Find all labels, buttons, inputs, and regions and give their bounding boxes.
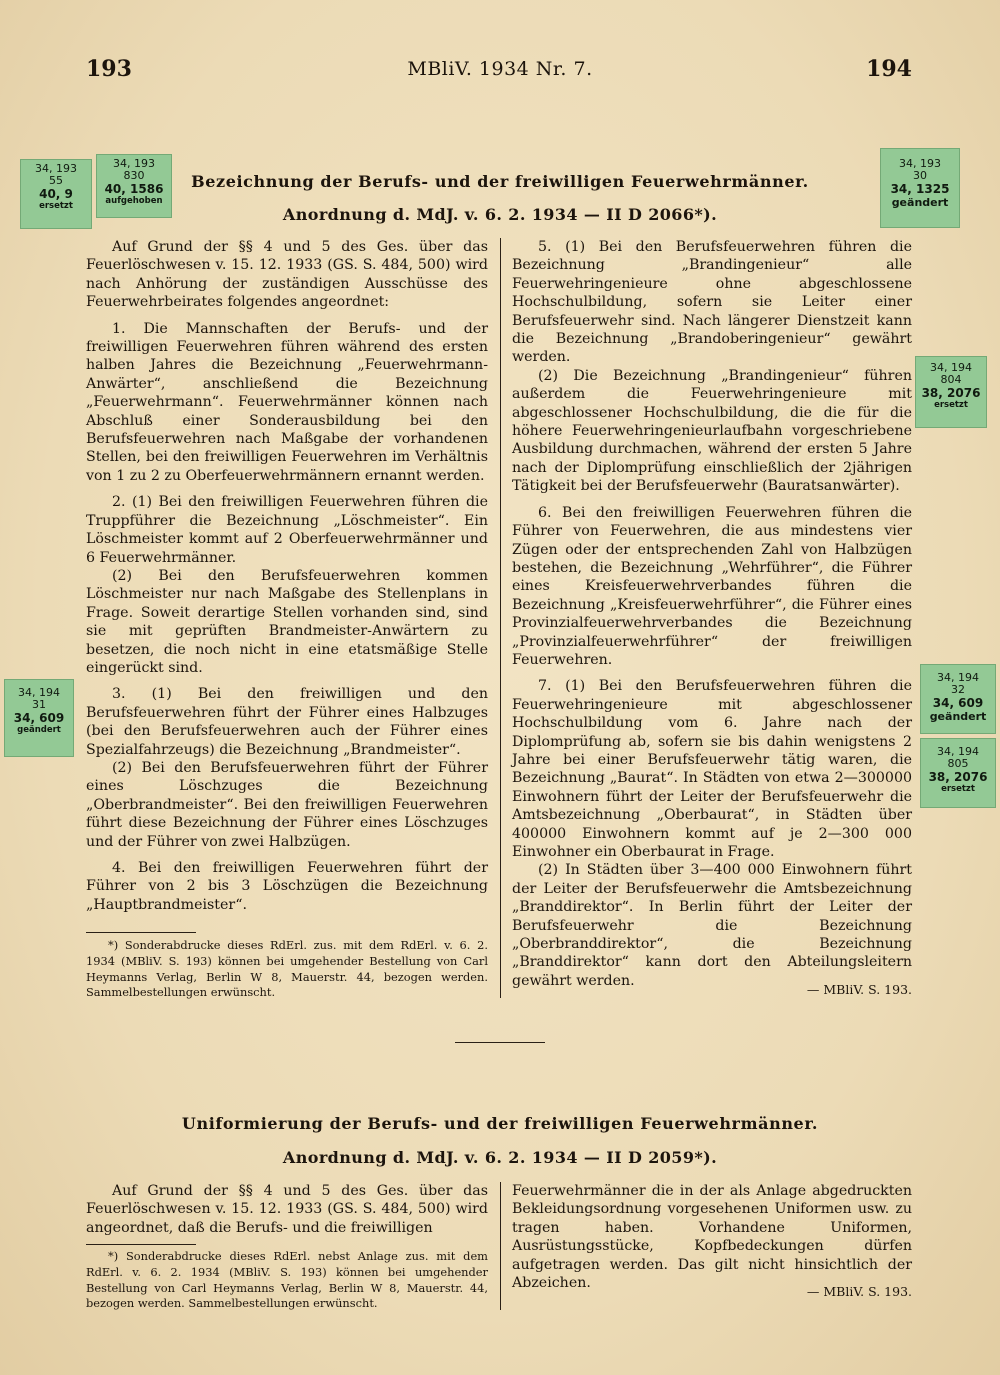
section-title: Bezeichnung der Berufs- und der freiwilligen Feuerwehrmänner. (191, 172, 809, 191)
column-divider (500, 238, 501, 998)
footnote: *) Sonderabdrucke dieses RdErl. zus. mit dem RdErl. v. 6. 2. 1934 (MBliV. S. 193) können bei umgehender Bestellung von Carl Heymanns Verlag, Berlin W 8, Mauerstr. 44, bezogen werden. Sammelbestellungen erwünscht. (86, 938, 488, 1000)
stamp-note: 34, 194 31 34, 609 geändert (4, 679, 74, 757)
stamp-note: 34, 193 30 34, 1325 geändert (880, 148, 960, 228)
stamp-note: 34, 193 55 40, 9 ersetzt (20, 159, 92, 229)
right-column (512, 238, 912, 990)
column-divider (500, 1182, 501, 1310)
footnote-rule (86, 932, 196, 933)
paragraph: (2) Bei den Berufsfeuerwehren führt der Führer eines Löschzuges die Bezeichnung „Oberbrandmeister“. Bei den freiwilligen Feuerwehren führt diese Bezeichnung der Führer eines Löschzuges und der Führer von zwei Halbzügen. (86, 759, 488, 850)
stamp-note: 34, 193 830 40, 1586 aufgehoben (96, 154, 172, 218)
stamp-note: 34, 194 804 38, 2076 ersetzt (915, 356, 987, 428)
footnote-rule (86, 1244, 196, 1245)
page-number-right: 194 (866, 56, 912, 82)
stamp-note: 34, 194 32 34, 609 geändert (920, 664, 996, 734)
footnote: *) Sonderabdrucke dieses RdErl. nebst Anlage zus. mit dem RdErl. v. 6. 2. 1934 (MBliV. S. 193) können bei umgehender Bestellung von Carl Heymanns Verlag, Berlin W 8, Mauerstr. 44, bezogen werden. Sammelbestellungen erwünscht. (86, 1249, 488, 1311)
paragraph: 6. Bei den freiwilligen Feuerwehren führen die Führer von Feuerwehren, die aus mindestens vier Zügen oder der entsprechenden Zahl von Halbzügen bestehen, die Bezeichnung „Wehrführer“, die Führer eines Kreisfeuerwehrverbandes führen die Bezeichnung „Kreisfeuerwehrführer“, die Führer eines Provinzialfeuerwehrverbandes die Bezeichnung „Provinzialfeuerwehrführer“ der freiwilligen Feuerwehren. (512, 504, 912, 668)
paragraph: 2. (1) Bei den freiwilligen Feuerwehren führen die Truppführer die Bezeichnung „Löschmeister“. Ein Löschmeister kommt auf 2 Oberfeuerwehrmänner und 6 Feuerwehrmänner. (86, 494, 488, 566)
section-subtitle: Anordnung d. MdJ. v. 6. 2. 1934 — II D 2059*). (282, 1148, 718, 1167)
paragraph: (2) Bei den Berufsfeuerwehren kommen Löschmeister nur nach Maßgabe des Stellenplans in Frage. Soweit derartige Stellen vorhanden sind, sind sie mit geprüften Brandmeister-Anwärtern zu besetzen, die noch nicht in eine etatsmäßige Stelle eingerückt sind. (86, 567, 488, 676)
section-title: Uniformierung der Berufs- und der freiwilligen Feuerwehrmänner. (181, 1114, 819, 1133)
journal-header: MBliV. 1934 Nr. 7. (407, 58, 593, 80)
paragraph: Auf Grund der §§ 4 und 5 des Ges. über das Feuerlöschwesen v. 15. 12. 1933 (GS. S. 484, 500) wird nach Anhörung der zuständigen Ausschüsse des Feuerwehrbeirates folgendes angeordnet: (86, 239, 488, 311)
paragraph: 4. Bei den freiwilligen Feuerwehren führt der Führer von 2 bis 3 Löschzügen die Bezeichnung „Hauptbrandmeister“. (86, 860, 488, 913)
paragraph: 3. (1) Bei den freiwilligen und den Berufsfeuerwehren führt der Führer eines Halbzuges (bei den Berufsfeuerwehren auch der Führer eines Spezialfahrzeugs) die Bezeichnung „Brandmeister“. (86, 686, 488, 758)
left-column (86, 1182, 488, 1237)
right-column (512, 1182, 912, 1292)
section-separator (455, 1042, 545, 1043)
page-number-left: 193 (86, 56, 132, 82)
paragraph: Feuerwehrmänner die in der als Anlage abgedruckten Bekleidungsordnung vorgesehenen Uniformen usw. zu tragen haben. Vorhandene Uniformen, Ausrüstungsstücke, Kopfbedeckungen dürfen aufgetragen werden. Das gilt nicht hinsichtlich der Abzeichen. (512, 1183, 912, 1292)
paragraph: 7. (1) Bei den Berufsfeuerwehren führen die Feuerwehringenieure mit abgeschlossener Hochschulbildung vom 6. Jahre nach der Diplomprüfung ab, sofern sie bis dahin wenigstens 2 Jahre bei einer Berufsfeuerwehr tätig waren, die Bezeichnung „Baurat“. In Städten von etwa 2—300000 Einwohnern führt der Leiter der Berufsfeuerwehr die Amtsbezeichnung „Oberbaurat“, in Städten über 400000 Einwohnern kommt auf je 2—300 000 Einwohner ein Oberbaurat in Frage. (512, 678, 912, 860)
paragraph: (2) In Städten über 3—400 000 Einwohnern führt der Leiter der Berufsfeuerwehr die Amtsbezeichnung „Branddirektor“. In Berlin führt der Leiter der Berufsfeuerwehr die Bezeichnung „Oberbranddirektor“, die Bezeichnung „Branddirektor“ kann dort den Abteilungsleitern gewährt werden. (512, 862, 912, 989)
reference: — MBliV. S. 193. (806, 982, 912, 997)
stamp-note: 34, 194 805 38, 2076 ersetzt (920, 738, 996, 808)
paragraph: (2) Die Bezeichnung „Brandingenieur“ führen außerdem die Feuerwehringenieure mit abgeschlossener Hochschulbildung, die die für die höhere Feuerwehringenieurlaufbahn vorgeschriebene Ausbildung durchmachen, während der ersten 5 Jahre nach der Diplomprüfung einschließlich der 2jährigen Tätigkeit bei der Berufsfeuerwehr (Bauratsanwärter). (512, 367, 912, 495)
paragraph: Auf Grund der §§ 4 und 5 des Ges. über das Feuerlöschwesen v. 15. 12. 1933 (GS. S. 484, 500) wird angeordnet, daß die Berufs- und die freiwilligen (86, 1183, 488, 1236)
section-subtitle: Anordnung d. MdJ. v. 6. 2. 1934 — II D 2066*). (282, 205, 718, 224)
paragraph: 5. (1) Bei den Berufsfeuerwehren führen die Bezeichnung „Brandingenieur“ alle Feuerwehringenieure ohne abgeschlossene Hochschulbildung, sofern sie Leiter einer Berufsfeuerwehr sind. Nach längerer Dienstzeit kann die Bezeichnung „Brandoberingenieur“ gewährt werden. (512, 239, 912, 366)
paragraph: 1. Die Mannschaften der Berufs- und der freiwilligen Feuerwehren führen während des ersten halben Jahres die Bezeichnung „Feuerwehrmann-Anwärter“, anschließend die Bezeichnung „Feuerwehrmann“. Feuerwehrmänner können nach Abschluß einer Sonderausbildung bei den Berufsfeuerwehren nach Maßgabe der vorhandenen Stellen, bei den freiwilligen Feuerwehren im Verhältnis von 1 zu 2 zu Oberfeuerwehrmännern ernannt werden. (86, 320, 488, 484)
left-column (86, 238, 488, 914)
reference: — MBliV. S. 193. (806, 1284, 912, 1299)
